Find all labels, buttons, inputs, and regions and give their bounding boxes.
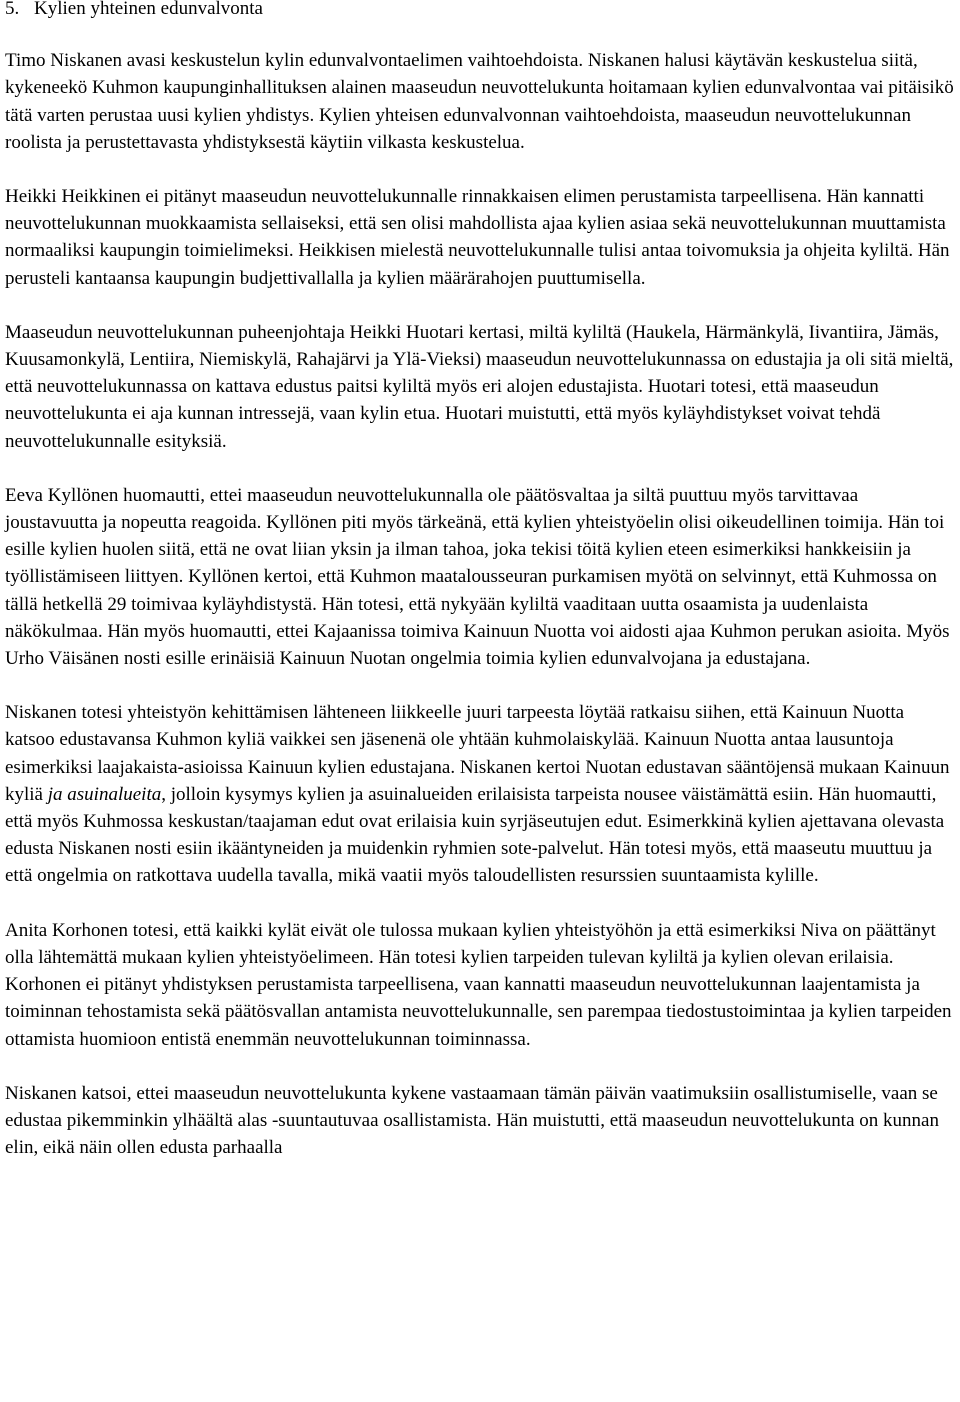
paragraph-niskanen-opening: Timo Niskanen avasi keskustelun kylin edunvalvontaelimen vaihtoehdoista. Niskanen halusi käytävän keskustelua siitä, kykeneekö Kuhmon kaupunginhallituksen alainen maaseudun neuvottelukunta hoitamaan kylien edunvalvontaa vai pitäisikö tätä varten perustaa uusi kylien yhdistys. Kylien yhteisen edunvalvonnan vaihtoehdoista, maaseudun neuvottelukunnan roolista ja perustettavasta yhdistyksestä käytiin vilkasta keskustelua.: [5, 50, 954, 153]
paragraph-korhonen: Anita Korhonen totesi, että kaikki kylät eivät ole tulossa mukaan kylien yhteistyöhön ja että esimerkiksi Niva on päättänyt olla lähtemättä mukaan kylien yhteistyöelimeen. Hän totesi kylien tarpeiden tulevan kyliltä ja kylien olevan erilaisia. Korhonen ei pitänyt yhdistyksen perustamista tarpeellisena, vaan kannatti maaseudun neuvottelukunnan laajentamista ja toiminnan tehostamista sekä päätösvallan antamista neuvottelukunnalle, sen parempaa tiedostustoimintaa ja kylien tarpeiden ottamista huomioon entistä enemmän neuvottelukunnan toiminnassa.: [5, 919, 952, 1050]
section-title: Kylien yhteinen edunvalvonta: [34, 0, 263, 19]
paragraph-heikkinen: Heikki Heikkinen ei pitänyt maaseudun neuvottelukunnalle rinnakkaisen elimen perustamista tarpeellisena. Hän kannatti neuvottelukunnan muokkaamista sellaiseksi, että sen olisi mahdollista ajaa kylien asiaa sekä neuvottelukunnan muuttamista normaaliksi kaupungin toimielimeksi. Heikkisen mielestä neuvottelukunnalle tulisi antaa toivomuksia ja ohjeita kyliltä. Hän perusteli kantaansa kaupungin budjettivallalla ja kylien määrärahojen puuttumisella.: [5, 186, 950, 289]
section-number: 5.: [5, 0, 20, 19]
document-page: [5, 0, 955, 1188]
paragraph-niskanen-closing: Niskanen katsoi, ettei maaseudun neuvottelukunta kykene vastaamaan tämän päivän vaatimuksiin osallistumiselle, vaan se edustaa pikemminkin ylhäältä alas -suuntautuvaa osallistamista. Hän muistutti, että maaseudun neuvottelukunta on kunnan elin, eikä näin ollen edusta parhaalla: [5, 1082, 939, 1159]
section-heading: [5, 0, 955, 22]
paragraph-niskanen-nuotta: [5, 699, 955, 889]
paragraph-text-after: , jolloin kysymys kylien ja asuinalueiden erilaisista tarpeista nousee väistämättä esiin. Hän huomautti, että myös Kuhmossa keskustan/taajaman edut ovat erilaisia kuin syrjäseutujen edut. Esimerkkinä kylien ajettavana olevasta edusta Niskanen nosti esiin ikääntyneiden ja muidenkin ryhmien sote-palvelut. Hän totesi myös, että maaseutu muuttuu ja että ongelmia on ratkottava uudella tavalla, mikä vaatii myös taloudellisten resurssien suuntaamista kylille.: [5, 783, 945, 887]
italic-phrase: ja asuinalueita: [47, 783, 162, 805]
paragraph-huotari: Maaseudun neuvottelukunnan puheenjohtaja Heikki Huotari kertasi, miltä kyliltä (Haukela, Härmänkylä, Iivantiira, Jämäs, Kuusamonkylä, Lentiira, Niemiskylä, Rahajärvi ja Ylä-Vieksi) maaseudun neuvottelukunnassa on edustajia ja oli sitä mieltä, että neuvottelukunnassa on kattava edustus paitsi kyliltä myös eri alojen edustajista. Huotari totesi, että maaseudun neuvottelukunta ei aja kunnan intressejä, vaan kylin etua. Huotari muistutti, että myös kyläyhdistykset voivat tehdä neuvottelukunnalle esityksiä.: [5, 321, 954, 452]
paragraph-kyllonen: Eeva Kyllönen huomautti, ettei maaseudun neuvottelukunnalla ole päätösvaltaa ja siltä puuttuu myös tarvittavaa joustavuutta ja nopeutta reagoida. Kyllönen piti myös tärkeänä, että kylien yhteistyöelin olisi oikeudellinen toimija. Hän toi esille kylien huolen siitä, että ne ovat liian yksin ja ilman tahoa, joka tekisi töitä kylien eteen esimerkiksi hankkeisiin ja työllistämiseen liittyen. Kyllönen kertoi, että Kuhmon maatalousseuran purkamisen myötä on selvinnyt, että Kuhmossa on tällä hetkellä 29 toimivaa kyläyhdistystä. Hän totesi, että nykyään kyliltä vaaditaan uutta osaamista ja uudenlaista näkökulmaa. Hän myös huomautti, ettei Kajaanissa toimiva Kainuun Nuotta voi aidosti ajaa Kuhmon perukan asioita. Myös Urho Väisänen nosti esille erinäisiä Kainuun Nuotan ongelmia toimia kylien edunvalvojana ja edustajana.: [5, 484, 950, 670]
paragraph-text-before: Niskanen totesi yhteistyön kehittämisen lähteneen liikkeelle juuri tarpeesta löytää ratkaisu siihen, että Kainuun Nuotta katsoo edustavansa Kuhmon kyliä vaikkei sen jäsenenä ole yhtään kuhmolaiskylää. Kainuun Nuotta antaa lausuntoja esimerkiksi laajakaista-asioissa Kainuun kylien edustajana. Niskanen kertoi Nuotan edustavan sääntöjensä mukaan Kainuun kyliä: [5, 702, 950, 805]
